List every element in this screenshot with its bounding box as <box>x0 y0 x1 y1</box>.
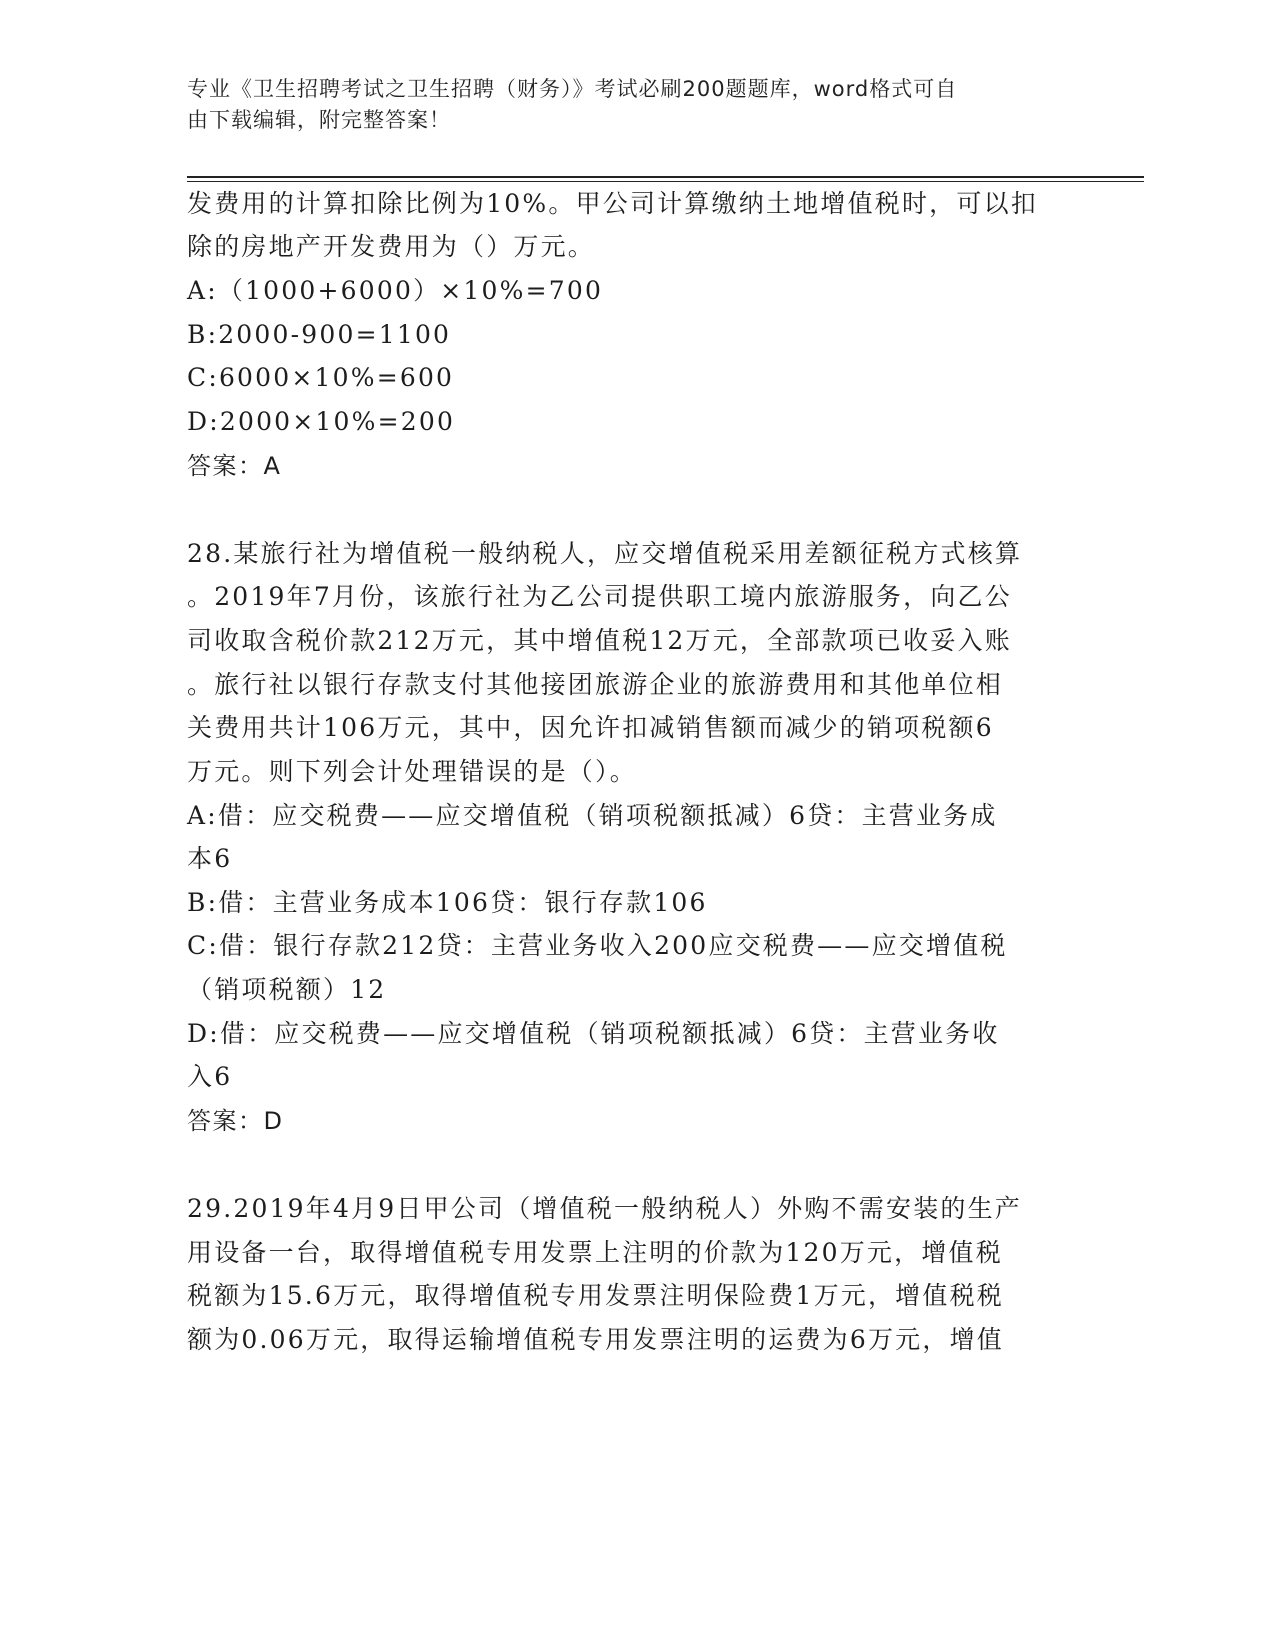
option-a-continued: 本6 <box>187 844 233 873</box>
answer-text: 答案：A <box>187 452 282 480</box>
question-stem-line: 发费用的计算扣除比例为10%。甲公司计算缴纳土地增值税时，可以扣 <box>187 189 1038 218</box>
option-c: C:6000×10%=600 <box>187 363 455 392</box>
option-b: B:2000-900=1100 <box>187 320 452 349</box>
header-line: 由下载编辑，附完整答案！ <box>187 108 451 132</box>
question-stem-line: 。旅行社以银行存款支付其他接团旅游企业的旅游费用和其他单位相 <box>187 670 1004 699</box>
option-a: A:（1000+6000）×10%=700 <box>187 276 604 305</box>
option-a: A:借：应交税费——应交增值税（销项税额抵减）6贷：主营业务成 <box>187 801 998 830</box>
question-stem-line: 用设备一台，取得增值税专用发票上注明的价款为120万元，增值税 <box>187 1238 1003 1267</box>
option-d-continued: 入6 <box>187 1062 233 1091</box>
answer-text: 答案：D <box>187 1107 284 1135</box>
option-b: B:借：主营业务成本106贷：银行存款106 <box>187 888 708 917</box>
question-stem-line: 额为0.06万元，取得运输增值税专用发票注明的运费为6万元，增值 <box>187 1325 1004 1354</box>
question-stem-line: 司收取含税价款212万元，其中增值税12万元，全部款项已收妥入账 <box>187 626 1012 655</box>
question-stem-line: 28.某旅行社为增值税一般纳税人，应交增值税采用差额征税方式核算 <box>187 539 1023 568</box>
header-divider <box>187 176 1144 178</box>
question-stem-line: 除的房地产开发费用为（）万元。 <box>187 232 596 261</box>
document-header <box>187 74 1087 136</box>
option-d: D:2000×10%=200 <box>187 407 456 436</box>
question-stem-line: 税额为15.6万元，取得增值税专用发票注明保险费1万元，增值税税 <box>187 1281 1004 1310</box>
question-stem-line: 关费用共计106万元，其中，因允许扣减销售额而减少的销项税额6 <box>187 713 994 742</box>
question-stem-line: 29.2019年4月9日甲公司（增值税一般纳税人）外购不需安装的生产 <box>187 1194 1022 1223</box>
question-stem-line: 。2019年7月份，该旅行社为乙公司提供职工境内旅游服务，向乙公 <box>187 582 1012 611</box>
header-divider-thin <box>187 181 1144 182</box>
option-c: C:借：银行存款212贷：主营业务收入200应交税费——应交增值税 <box>187 931 1008 960</box>
option-c-continued: （销项税额）12 <box>187 975 387 1004</box>
option-d: D:借：应交税费——应交增值税（销项税额抵减）6贷：主营业务收 <box>187 1019 1000 1048</box>
header-line: 专业《卫生招聘考试之卫生招聘（财务）》考试必刷200题题库，word格式可自 <box>187 77 958 101</box>
question-stem-line: 万元。则下列会计处理错误的是（）。 <box>187 757 637 786</box>
